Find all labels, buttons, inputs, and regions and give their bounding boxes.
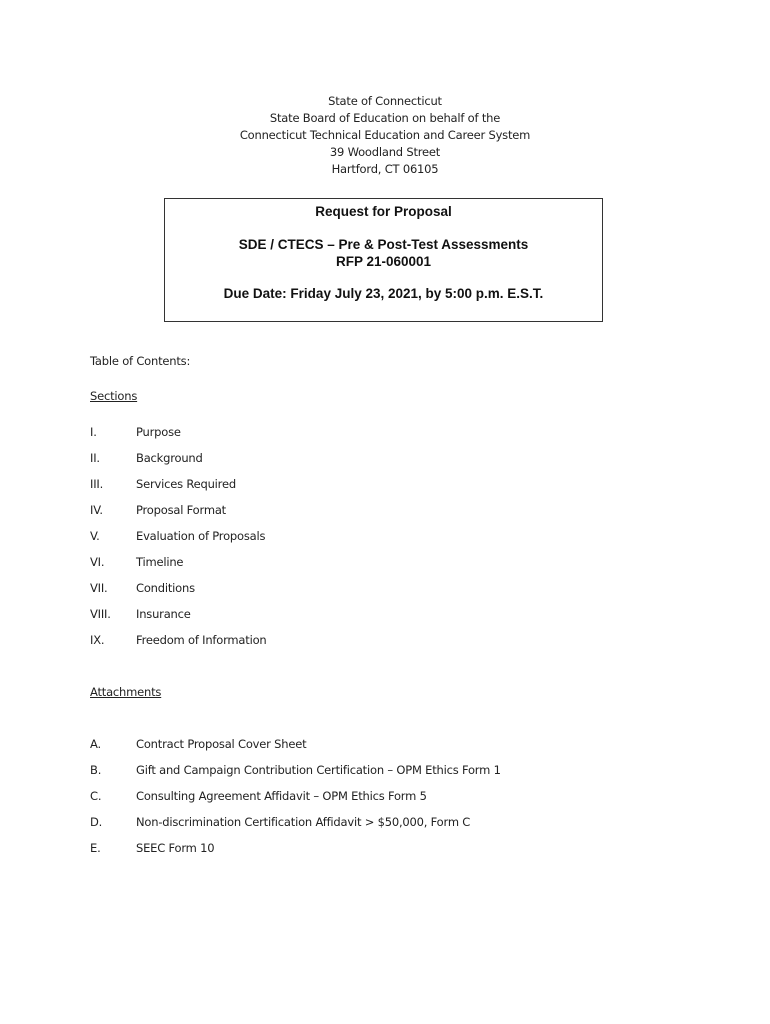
agency-address-block (0, 93, 770, 178)
section-item-number: VII. (90, 581, 108, 595)
attachment-item-label: Contract Proposal Cover Sheet (136, 737, 307, 751)
attachment-item-number: B. (90, 763, 102, 777)
section-item-number: V. (90, 529, 100, 543)
attachment-item-label: SEEC Form 10 (136, 841, 215, 855)
attachment-item-number: C. (90, 789, 102, 803)
toc-title: Table of Contents: (90, 354, 191, 368)
section-item-label: Evaluation of Proposals (136, 529, 266, 543)
section-item-label: Purpose (136, 425, 181, 439)
address-line: 39 Woodland Street (329, 145, 441, 159)
section-item-number: VI. (90, 555, 105, 569)
section-item-label: Freedom of Information (136, 633, 267, 647)
attachment-item-label: Gift and Campaign Contribution Certification – OPM Ethics Form 1 (136, 763, 501, 777)
section-item-label: Proposal Format (136, 503, 226, 517)
sections-heading: Sections (90, 389, 138, 403)
section-item-number: VIII. (90, 607, 111, 621)
rfp-due-date: Due Date: Friday July 23, 2021, by 5:00 p.m. E.S.T. (223, 286, 544, 301)
section-item-label: Background (136, 451, 203, 465)
section-item-label: Conditions (136, 581, 195, 595)
attachment-item-label: Consulting Agreement Affidavit – OPM Ethics Form 5 (136, 789, 427, 803)
section-item-label: Services Required (136, 477, 236, 491)
section-item-label: Timeline (136, 555, 184, 569)
rfp-subtitle: SDE / CTECS – Pre & Post-Test Assessments (238, 237, 529, 252)
section-item-number: I. (90, 425, 97, 439)
address-line: State of Connecticut (328, 94, 442, 108)
address-line: State Board of Education on behalf of the (269, 111, 501, 125)
attachments-heading: Attachments (90, 685, 162, 699)
section-item-number: II. (90, 451, 100, 465)
address-line: Hartford, CT 06105 (331, 162, 439, 176)
section-item-label: Insurance (136, 607, 191, 621)
address-line: Connecticut Technical Education and Career System (239, 128, 531, 142)
attachment-item-label: Non-discrimination Certification Affidavit > $50,000, Form C (136, 815, 471, 829)
rfp-number: RFP 21-060001 (335, 254, 432, 269)
section-item-number: IX. (90, 633, 105, 647)
section-item-number: IV. (90, 503, 103, 517)
rfp-title: Request for Proposal (315, 204, 452, 219)
attachment-item-number: E. (90, 841, 101, 855)
attachment-item-number: A. (90, 737, 101, 751)
attachment-item-number: D. (90, 815, 103, 829)
section-item-number: III. (90, 477, 104, 491)
rfp-title-box (164, 198, 603, 322)
